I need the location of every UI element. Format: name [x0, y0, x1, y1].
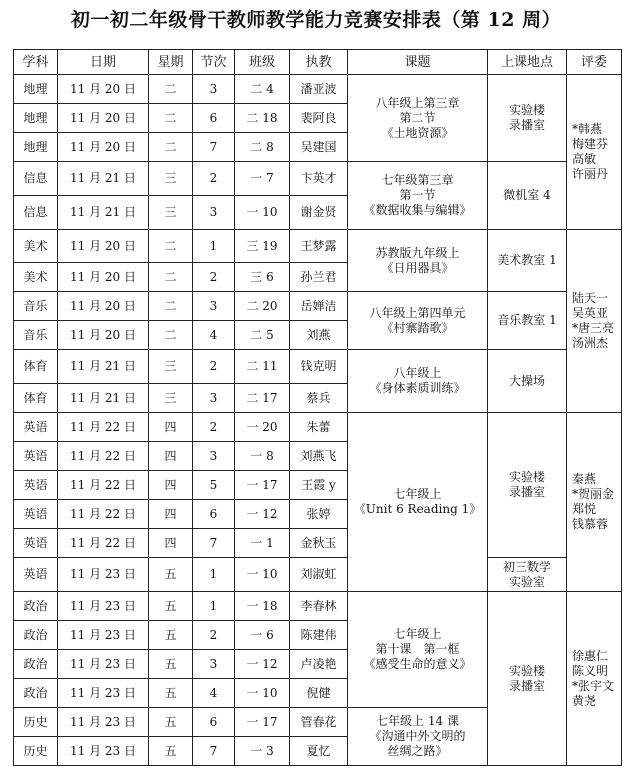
- period-cell: 2: [193, 162, 235, 196]
- location-cell-line: 录播室: [508, 118, 545, 132]
- date-cell: 11 月 21 日: [58, 196, 149, 230]
- period-cell: 3: [193, 442, 235, 471]
- weekday-cell: 二: [149, 104, 193, 133]
- teacher-cell: 卞英才: [290, 162, 348, 196]
- teacher-cell: 管春花: [290, 708, 348, 737]
- judges-cell-line: 梅建芬: [572, 137, 609, 151]
- date-cell: 11 月 20 日: [58, 321, 149, 350]
- judges-cell-line: 许丽丹: [572, 167, 609, 181]
- table-row: [14, 292, 622, 321]
- header-cell: 班级: [235, 50, 290, 75]
- period-cell: 1: [193, 592, 235, 621]
- period-cell: 6: [193, 500, 235, 529]
- table-row: [14, 592, 622, 621]
- table-row: [14, 413, 622, 442]
- teacher-cell: 朱蕾: [290, 413, 348, 442]
- location-cell: [488, 230, 567, 292]
- subject-cell: 美术: [14, 230, 58, 263]
- table-row: [14, 558, 622, 592]
- topic-cell-line: 八年级上第四单元: [369, 305, 466, 320]
- teacher-cell: 钱克明: [290, 350, 348, 384]
- location-cell-line: 实验室: [508, 574, 545, 589]
- judges-cell-line: 郑悦: [572, 502, 597, 516]
- date-cell: 11 月 22 日: [58, 529, 149, 558]
- subject-cell: 历史: [14, 737, 58, 766]
- teacher-cell: 谢金贤: [290, 196, 348, 230]
- class-cell: 一 20: [235, 413, 290, 442]
- header-cell: 学科: [14, 50, 58, 75]
- period-cell: 3: [193, 196, 235, 230]
- subject-cell: 英语: [14, 500, 58, 529]
- judges-cell-line: 黄尧: [572, 693, 597, 708]
- weekday-cell: 四: [149, 529, 193, 558]
- topic-cell-line: 《身体素质训练》: [369, 381, 466, 395]
- period-cell: 1: [193, 558, 235, 592]
- judges-cell: [567, 592, 622, 766]
- class-cell: 一 1: [235, 529, 290, 558]
- class-cell: 三 19: [235, 230, 290, 263]
- page-title: 初一初二年级骨干教师教学能力竞赛安排表（第 12 周）: [70, 9, 562, 31]
- weekday-cell: 二: [149, 263, 193, 292]
- period-cell: 7: [193, 133, 235, 162]
- header-cell: 节次: [193, 50, 235, 75]
- period-cell: 7: [193, 529, 235, 558]
- weekday-cell: 五: [149, 621, 193, 650]
- location-cell-line: 音乐教室 1: [497, 313, 557, 327]
- class-cell: 二 20: [235, 292, 290, 321]
- weekday-cell: 三: [149, 384, 193, 413]
- header-cell: 星期: [149, 50, 193, 75]
- topic-cell-line: 苏教版九年级上: [375, 245, 460, 260]
- period-cell: 2: [193, 263, 235, 292]
- topic-cell: [348, 350, 488, 413]
- judges-cell-line: *张宇文: [572, 678, 615, 693]
- date-cell: 11 月 23 日: [58, 650, 149, 679]
- topic-cell-line: 《村寨踏歌》: [381, 320, 454, 335]
- weekday-cell: 二: [149, 230, 193, 263]
- weekday-cell: 四: [149, 442, 193, 471]
- teacher-cell: 孙兰君: [290, 263, 348, 292]
- topic-cell: [348, 708, 488, 766]
- subject-cell: 信息: [14, 196, 58, 230]
- class-cell: 一 6: [235, 621, 290, 650]
- weekday-cell: 二: [149, 321, 193, 350]
- location-cell: [488, 292, 567, 350]
- period-cell: 7: [193, 737, 235, 766]
- subject-cell: 政治: [14, 650, 58, 679]
- date-cell: 11 月 20 日: [58, 263, 149, 292]
- class-cell: 二 18: [235, 104, 290, 133]
- weekday-cell: 五: [149, 708, 193, 737]
- teacher-cell: 金秋玉: [290, 529, 348, 558]
- location-cell-line: 实验楼: [508, 103, 545, 117]
- class-cell: 一 18: [235, 592, 290, 621]
- topic-cell: [348, 413, 488, 592]
- date-cell: 11 月 23 日: [58, 679, 149, 708]
- topic-cell-line: 《沟通中外文明的: [369, 729, 466, 743]
- weekday-cell: 二: [149, 133, 193, 162]
- class-cell: 一 10: [235, 679, 290, 708]
- topic-cell-line: 《感受生命的意义》: [363, 657, 472, 671]
- judges-cell: [567, 75, 622, 230]
- date-cell: 11 月 22 日: [58, 442, 149, 471]
- date-cell: 11 月 22 日: [58, 500, 149, 529]
- class-cell: 一 10: [235, 558, 290, 592]
- subject-cell: 体育: [14, 350, 58, 384]
- judges-cell-line: 汤洲杰: [572, 336, 609, 350]
- period-cell: 1: [193, 230, 235, 263]
- judges-cell: [567, 230, 622, 413]
- teacher-cell: 王梦露: [290, 230, 348, 263]
- class-cell: 二 8: [235, 133, 290, 162]
- weekday-cell: 四: [149, 500, 193, 529]
- location-cell-line: 初三数学: [502, 559, 551, 574]
- location-cell: [488, 558, 567, 592]
- teacher-cell: 刘燕飞: [290, 442, 348, 471]
- weekday-cell: 四: [149, 413, 193, 442]
- teacher-cell: 卢凌艳: [290, 650, 348, 679]
- judges-cell: [567, 413, 622, 592]
- location-cell-line: 实验楼: [508, 663, 545, 678]
- topic-cell-line: 《日用器具》: [381, 260, 454, 275]
- schedule-body: [14, 75, 622, 766]
- table-row: [14, 350, 622, 384]
- topic-cell-line: 《土地资源》: [381, 125, 454, 140]
- weekday-cell: 五: [149, 650, 193, 679]
- date-cell: 11 月 22 日: [58, 413, 149, 442]
- header-cell: 日期: [58, 50, 149, 75]
- subject-cell: 音乐: [14, 321, 58, 350]
- weekday-cell: 五: [149, 558, 193, 592]
- topic-cell: [348, 162, 488, 230]
- weekday-cell: 五: [149, 592, 193, 621]
- date-cell: 11 月 20 日: [58, 133, 149, 162]
- weekday-cell: 二: [149, 75, 193, 104]
- topic-cell: [348, 230, 488, 292]
- date-cell: 11 月 21 日: [58, 162, 149, 196]
- period-cell: 2: [193, 350, 235, 384]
- topic-cell-line: 七年级上: [393, 487, 442, 501]
- topic-cell-line: 七年级上 14 课: [376, 714, 459, 728]
- period-cell: 6: [193, 708, 235, 737]
- judges-cell-line: 吴英亚: [572, 306, 609, 320]
- location-cell: [488, 162, 567, 230]
- period-cell: 3: [193, 384, 235, 413]
- topic-cell-line: 《Unit 6 Reading 1》: [353, 502, 482, 516]
- teacher-cell: 王霞 y: [290, 471, 348, 500]
- teacher-cell: 陈建伟: [290, 621, 348, 650]
- subject-cell: 英语: [14, 442, 58, 471]
- weekday-cell: 三: [149, 196, 193, 230]
- judges-cell-line: 高敏: [572, 152, 597, 166]
- location-cell-line: 微机室 4: [503, 188, 551, 202]
- date-cell: 11 月 23 日: [58, 737, 149, 766]
- topic-cell-line: 八年级上第三章: [375, 95, 460, 110]
- topic-cell-line: 丝绸之路》: [387, 744, 448, 758]
- location-cell-line: 美术教室 1: [497, 253, 557, 267]
- date-cell: 11 月 22 日: [58, 471, 149, 500]
- subject-cell: 体育: [14, 384, 58, 413]
- location-cell-line: 录播室: [508, 678, 545, 693]
- location-cell: [488, 75, 567, 162]
- judges-cell-line: 陈义明: [572, 663, 609, 678]
- location-cell: [488, 592, 567, 766]
- weekday-cell: 三: [149, 162, 193, 196]
- period-cell: 5: [193, 471, 235, 500]
- judges-cell-line: 钱慕蓉: [572, 517, 609, 531]
- judges-cell-line: 陆天一: [572, 291, 609, 305]
- topic-cell: [348, 292, 488, 350]
- weekday-cell: 五: [149, 737, 193, 766]
- location-cell-line: 录播室: [508, 485, 545, 499]
- table-row: [14, 230, 622, 263]
- class-cell: 一 17: [235, 471, 290, 500]
- class-cell: 二 4: [235, 75, 290, 104]
- date-cell: 11 月 23 日: [58, 592, 149, 621]
- class-cell: 一 17: [235, 708, 290, 737]
- header-cell: 上课地点: [488, 50, 567, 75]
- period-cell: 4: [193, 321, 235, 350]
- subject-cell: 英语: [14, 529, 58, 558]
- period-cell: 3: [193, 650, 235, 679]
- class-cell: 一 12: [235, 500, 290, 529]
- topic-cell-line: 第二节: [399, 110, 436, 125]
- date-cell: 11 月 23 日: [58, 708, 149, 737]
- judges-cell-line: *唐三亮: [572, 321, 615, 335]
- subject-cell: 政治: [14, 592, 58, 621]
- subject-cell: 英语: [14, 413, 58, 442]
- schedule-table: [13, 49, 622, 766]
- date-cell: 11 月 21 日: [58, 350, 149, 384]
- subject-cell: 英语: [14, 558, 58, 592]
- topic-cell-line: 第十课 第一框: [375, 642, 460, 656]
- class-cell: 一 7: [235, 162, 290, 196]
- subject-cell: 音乐: [14, 292, 58, 321]
- judges-cell-line: 徐惠仁: [572, 648, 609, 663]
- topic-cell-line: 《数据收集与编辑》: [363, 203, 472, 217]
- teacher-cell: 潘亚波: [290, 75, 348, 104]
- teacher-cell: 夏忆: [290, 737, 348, 766]
- class-cell: 三 6: [235, 263, 290, 292]
- date-cell: 11 月 20 日: [58, 292, 149, 321]
- period-cell: 2: [193, 621, 235, 650]
- topic-cell-line: 七年级上: [393, 627, 442, 641]
- subject-cell: 英语: [14, 471, 58, 500]
- period-cell: 2: [193, 413, 235, 442]
- date-cell: 11 月 23 日: [58, 558, 149, 592]
- judges-cell-line: 秦燕: [572, 472, 597, 486]
- teacher-cell: 岳婵洁: [290, 292, 348, 321]
- topic-cell-line: 第一节: [399, 188, 436, 202]
- teacher-cell: 蔡兵: [290, 384, 348, 413]
- class-cell: 一 8: [235, 442, 290, 471]
- period-cell: 3: [193, 75, 235, 104]
- weekday-cell: 三: [149, 350, 193, 384]
- class-cell: 一 12: [235, 650, 290, 679]
- date-cell: 11 月 21 日: [58, 384, 149, 413]
- table-row: [14, 162, 622, 196]
- subject-cell: 美术: [14, 263, 58, 292]
- weekday-cell: 五: [149, 679, 193, 708]
- teacher-cell: 李春林: [290, 592, 348, 621]
- class-cell: 一 3: [235, 737, 290, 766]
- class-cell: 一 10: [235, 196, 290, 230]
- table-row: [14, 75, 622, 104]
- class-cell: 二 5: [235, 321, 290, 350]
- subject-cell: 地理: [14, 75, 58, 104]
- class-cell: 二 11: [235, 350, 290, 384]
- class-cell: 二 17: [235, 384, 290, 413]
- date-cell: 11 月 20 日: [58, 104, 149, 133]
- topic-cell: [348, 75, 488, 162]
- subject-cell: 信息: [14, 162, 58, 196]
- subject-cell: 政治: [14, 679, 58, 708]
- date-cell: 11 月 20 日: [58, 75, 149, 104]
- teacher-cell: 刘淑虹: [290, 558, 348, 592]
- location-cell-line: 大操场: [508, 373, 545, 388]
- header-row: [14, 50, 622, 75]
- location-cell-line: 实验楼: [508, 470, 545, 484]
- location-cell: [488, 413, 567, 558]
- topic-cell-line: 七年级第三章: [381, 173, 454, 187]
- subject-cell: 历史: [14, 708, 58, 737]
- header-cell: 评委: [567, 50, 622, 75]
- weekday-cell: 二: [149, 292, 193, 321]
- period-cell: 4: [193, 679, 235, 708]
- subject-cell: 地理: [14, 133, 58, 162]
- teacher-cell: 吴建国: [290, 133, 348, 162]
- date-cell: 11 月 23 日: [58, 621, 149, 650]
- date-cell: 11 月 20 日: [58, 230, 149, 263]
- teacher-cell: 倪健: [290, 679, 348, 708]
- subject-cell: 政治: [14, 621, 58, 650]
- teacher-cell: 刘燕: [290, 321, 348, 350]
- topic-cell: [348, 592, 488, 708]
- judges-cell-line: *韩燕: [572, 122, 603, 136]
- header-cell: 执教: [290, 50, 348, 75]
- teacher-cell: 张婷: [290, 500, 348, 529]
- header-cell: 课题: [348, 50, 488, 75]
- weekday-cell: 四: [149, 471, 193, 500]
- location-cell: [488, 350, 567, 413]
- teacher-cell: 裴阿良: [290, 104, 348, 133]
- period-cell: 3: [193, 292, 235, 321]
- period-cell: 6: [193, 104, 235, 133]
- judges-cell-line: *贺丽金: [572, 487, 615, 501]
- subject-cell: 地理: [14, 104, 58, 133]
- topic-cell-line: 八年级上: [393, 366, 442, 380]
